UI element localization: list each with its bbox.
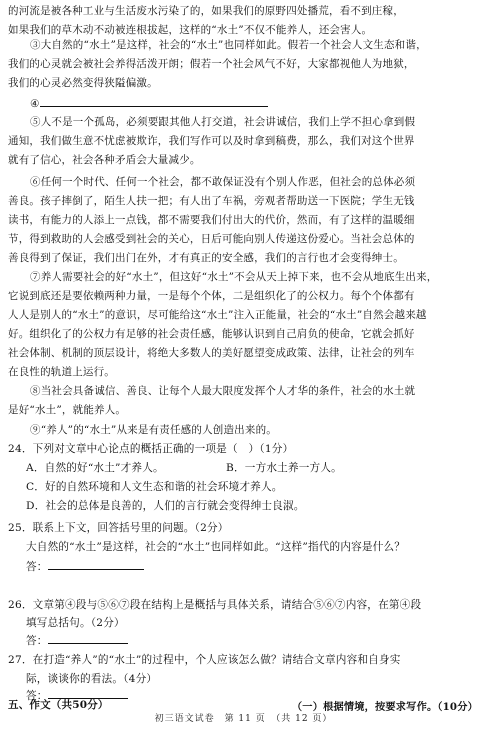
question-stem: 25．联系上下文，回答括号里的问题。（2分） — [8, 522, 229, 534]
paragraph-7 — [8, 268, 478, 382]
answer-label: 答： — [26, 635, 48, 647]
text-line: 通知，我们做生意不忧虑被欺诈，我们写作可以及时拿到稿费，那么，我们对这个世界 — [8, 135, 415, 147]
text-line: 善良得到了保证，我们出门在外，才有真正的安全感，我们的言行也才会变得绅士。 — [8, 252, 404, 264]
paragraph-6 — [8, 173, 478, 268]
question-25 — [8, 519, 478, 577]
option-c[interactable]: C．好的自然环境和人文生态和谐的社会环境才养人。 — [26, 481, 283, 493]
answer-blank[interactable] — [48, 633, 128, 644]
option-a[interactable]: A．自然的好“水土”才养人。 — [26, 462, 164, 474]
text-line: 社会体制、机制的顶层设计，将绝大多数人的美好愿望变成政策、法律，让社会的列车 — [8, 347, 415, 359]
paragraph-5 — [8, 113, 478, 170]
question-stem: 际，谈谈你的看法。（4分） — [26, 673, 158, 685]
paragraph-9 — [8, 421, 478, 440]
text-line: 人人是别人的“水土”的意识，尽可能给这“水土”注入正能量，社会的“水土”自然会越来越 — [8, 309, 427, 321]
question-quote: 大自然的“水土”是这样，社会的“水土”也同样如此。“这样”指代的内容是什么？ — [26, 541, 406, 553]
text-line: ③大自然的“水土”是这样，社会的“水土”也同样如此。假若一个社会人文生态和谐， — [30, 39, 427, 51]
text-line: ⑧当社会具备诚信、善良、让每个人最大限度发挥个人才华的条件，社会的水土就 — [30, 385, 416, 397]
text-line: 好。组织化了的公权力有足够的社会责任感，能够认识到自己肩负的使命，它就会抓好 — [8, 328, 415, 340]
text-line: ⑥任何一个时代、任何一个社会，都不敢保证没有个别人作恶，但社会的总体必须 — [30, 176, 416, 188]
fill-in-blank[interactable] — [40, 94, 268, 107]
text-line: 如果我们的草木动不动被连根拔起，这样的“水土”不仅不能养人，还会害人。 — [8, 24, 373, 36]
paragraph-8 — [8, 382, 478, 420]
question-26-answer — [8, 632, 478, 651]
question-27 — [8, 651, 478, 689]
section-5-subtitle: （一）根据情境，按要求写作。（10分） — [291, 701, 478, 713]
text-line: 我们的心灵必然变得狭隘偏激。 — [8, 77, 158, 89]
text-line: 就有了信心，社会各种矛盾会大量减少。 — [8, 154, 201, 166]
paragraph-4-number: ④ — [30, 98, 40, 110]
passage-intro — [8, 2, 478, 40]
text-line: 善良。孩子摔倒了，陌生人扶一把；有人出了车祸，旁观者帮助送一下医院；学生无钱 — [8, 195, 415, 207]
page-footer: 初三语文试卷 第 11 页 （共 12 页） — [154, 714, 333, 724]
text-line: 节，得到救助的人会感受到社会的关心，日后可能向别人传递这份爱心。当社会总体的 — [8, 233, 415, 245]
question-stem: 填写总括句。（2分） — [26, 617, 125, 629]
text-line: ⑦养人需要社会的好“水土”，但这好“水土”不会从天上掉下来，也不会从地底生出来， — [30, 271, 438, 283]
option-d[interactable]: D．社会的总体是良善的，人们的言行就会变得绅士良淑。 — [26, 500, 305, 512]
text-line: 是好“水土”，就能养人。 — [8, 404, 127, 416]
answer-label: 答： — [26, 690, 48, 702]
section-5-title: 五、作文（共50分） — [8, 699, 109, 711]
text-line: 它说到底还是要依赖两种力量，一是每个个体，二是组织化了的公权力。每个个体都有 — [8, 290, 415, 302]
text-line: 的河流是被各种工业与生活废水污染了的，如果我们的原野四处播荒，看不到庄稼， — [8, 5, 404, 17]
text-line: 读书，有能力的人添上一点钱，都不需要我们付出大的代价，然而，有了这样的温暖细 — [8, 214, 415, 226]
paragraph-4-blank — [8, 94, 478, 114]
question-stem: 27．在打造“养人”的“水土”的过程中，个人应该怎么做？请结合文章内容和自身实 — [8, 654, 401, 666]
question-24 — [8, 440, 478, 516]
answer-label: 答： — [26, 561, 48, 573]
text-line: 我们的心灵就会被社会养得活泼开朗；假若一个社会风气不好，大家都视他人为地狱， — [8, 58, 415, 70]
option-b[interactable]: B．一方水土养一方人。 — [226, 462, 342, 474]
paragraph-3 — [8, 36, 478, 93]
question-stem: 24．下列对文章中心论点的概括正确的一项是（ ）（1分） — [8, 443, 294, 455]
text-line: ⑤人不是一个孤岛，必须要跟其他人打交道，社会讲诚信，我们上学不担心拿到假 — [30, 116, 416, 128]
text-line: 在良性的轨道上运行。 — [8, 366, 115, 378]
question-stem: 26．文章第④段与⑤⑥⑦段在结构上是概括与具体关系，请结合⑤⑥⑦内容，在第④段 — [8, 599, 422, 611]
question-26-continued — [8, 614, 478, 633]
text-line: ⑨“养人”的“水土”从来是有责任感的人创造出来的。 — [30, 424, 277, 436]
answer-blank[interactable] — [48, 557, 144, 570]
question-26 — [8, 596, 478, 615]
